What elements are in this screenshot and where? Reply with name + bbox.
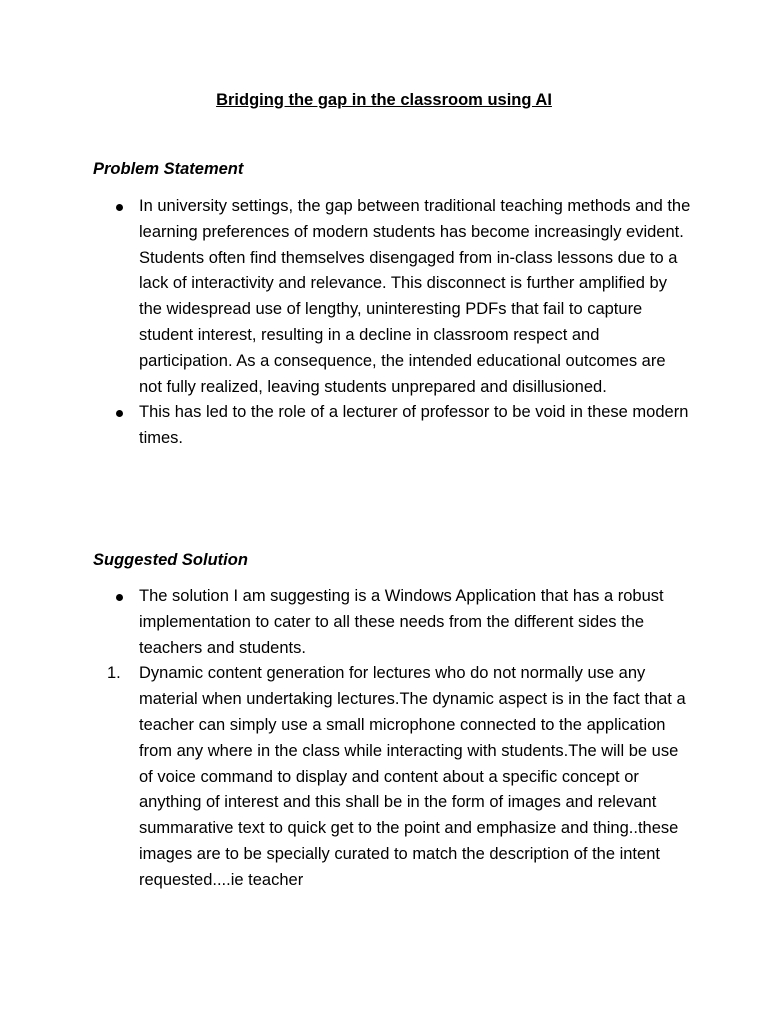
bullet-icon: [116, 204, 123, 211]
list-item-text: The solution I am suggesting is a Windows Application that has a robust implementation to cater to all these needs from the different sides the teachers and students.: [139, 587, 664, 657]
list-item: [93, 584, 693, 661]
document-title: Bridging the gap in the classroom using AI: [216, 91, 552, 109]
section-heading-solution: Suggested Solution: [93, 551, 248, 569]
numbered-list-item: [93, 661, 693, 893]
list-item-text: In university settings, the gap between traditional teaching methods and the learning preferences of modern students has become increasingly evident. Students often find themselves disengaged from in-class lessons due to a lack of interactivity and relevance. This disconnect is further amplified by the widespread use of lengthy, uninteresting PDFs that fail to capture student interest, resulting in a decline in classroom respect and participation. As a consequence, the intended educational outcomes are not fully realized, leaving students unprepared and disillusioned.: [139, 197, 691, 396]
list-item: [93, 194, 693, 400]
problem-list: [93, 194, 693, 452]
bullet-icon: [116, 594, 123, 601]
list-item-text: This has led to the role of a lecturer of professor to be void in these modern times.: [139, 403, 689, 448]
list-item-text: Dynamic content generation for lectures who do not normally use any material when undertaking lectures.The dynamic aspect is in the fact that a teacher can simply use a small microphone connected to the application from any where in the class while interacting with students.The will be use of voice command to display and content about a specific concept or anything of interest and this shall be in the form of images and relevant summarative text to quick get to the point and emphasize and thing..these images are to be specially curated to match the description of the intent requested....ie teacher: [139, 664, 686, 889]
list-number: 1.: [107, 664, 121, 683]
solution-list: [93, 584, 693, 894]
list-item: [93, 400, 693, 452]
section-heading-problem: Problem Statement: [93, 160, 244, 178]
bullet-icon: [116, 410, 123, 417]
